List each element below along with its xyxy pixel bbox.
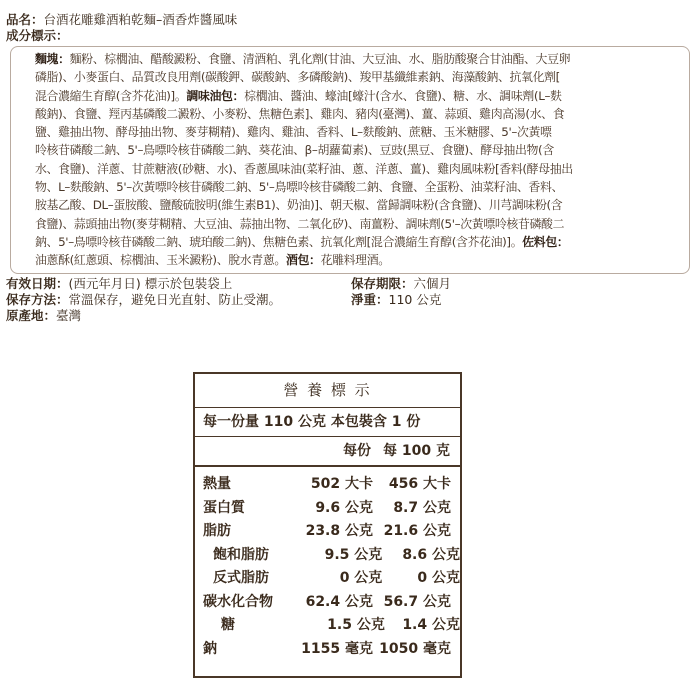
ingredient-text: 棕櫚油、醬油、蠔油[蠔汁(含水、食鹽)、糖、水、調味劑(L–麩 bbox=[244, 88, 562, 103]
ingredients-line bbox=[35, 215, 681, 233]
ingredients-line bbox=[35, 123, 681, 141]
expiry-value: (西元年月日) 標示於包裝袋上 bbox=[68, 275, 233, 291]
nutrition-row bbox=[195, 544, 460, 568]
nutrition-title: 營 養 標 示 bbox=[195, 374, 460, 408]
ingredient-text: 油蔥酥(紅蔥頭、棕櫚油、玉米澱粉)、脫水青蔥。 bbox=[35, 253, 286, 268]
product-label bbox=[6, 12, 690, 324]
nutrient-per-serving: 1155 毫克 bbox=[301, 640, 373, 657]
ingredients-line bbox=[35, 68, 681, 86]
nutrition-row bbox=[195, 473, 460, 497]
storage-weight-line bbox=[6, 292, 690, 308]
net-weight-label: 淨重： bbox=[351, 291, 389, 307]
nutrient-per-100g: 8.6 公克 bbox=[402, 546, 460, 563]
ingredient-text: 水、食鹽)、洋蔥、甘蔗糖液(砂糖、水)、香蔥風味油(菜籽油、蔥、洋蔥、薑)、雞肉風味粉[香料(酵母抽出 bbox=[35, 161, 573, 176]
nutrition-row bbox=[195, 567, 460, 591]
nutrient-name: 飽和脂肪 bbox=[213, 546, 269, 563]
ingredients-box bbox=[10, 46, 690, 274]
nutrient-per-100g: 0 公克 bbox=[417, 570, 460, 586]
net-weight-value: 110 公克 bbox=[388, 291, 442, 307]
ingredient-text: 酸鈉)、食鹽、羥丙基磷酸二澱粉、小麥粉、焦糖色素]、雞肉、豬肉(臺灣)、薑、蒜頭、雞肉高湯(水、食 bbox=[35, 106, 565, 121]
nutrient-name: 熱量 bbox=[203, 476, 231, 492]
nutrient-name: 反式脂肪 bbox=[213, 570, 269, 586]
expiry-label: 有效日期： bbox=[6, 275, 69, 291]
ingredient-text: 食鹽)、蒜頭抽出物(麥芽糊精、大豆油、蒜抽出物、二氧化矽)、南薑粉、調味劑(5'–次黃嘌呤核苷磷酸二 bbox=[35, 216, 565, 231]
ingredient-section-label: 酒包： bbox=[285, 253, 321, 268]
nutrient-per-100g: 56.7 公克 bbox=[383, 593, 451, 610]
nutrient-per-serving: 9.6 公克 bbox=[315, 499, 373, 516]
col-per-100g: 每 100 克 bbox=[383, 443, 450, 459]
nutrient-per-100g: 1.4 公克 bbox=[402, 617, 460, 633]
ingredients-line bbox=[35, 105, 681, 123]
ingredient-text: 呤核苷磷酸二鈉、5'–鳥嘌呤核苷磷酸二鈉、葵花油、β–胡蘿蔔素)、豆豉(黑豆、食鹽)、酵母抽出物(含 bbox=[35, 143, 554, 158]
ingredients-line bbox=[35, 196, 681, 214]
nutrient-per-serving: 0 公克 bbox=[339, 570, 383, 586]
ingredient-text: 鈉、5'–鳥嘌呤核苷磷酸二鈉、琥珀酸二鈉)、焦糖色素、抗氧化劑[混合濃縮生育醇(含芥花油)]。 bbox=[35, 234, 523, 249]
nutrition-row bbox=[195, 520, 460, 544]
ingredients-line bbox=[35, 50, 681, 68]
ingredients-line bbox=[35, 87, 681, 105]
ingredient-section-label: 調味油包： bbox=[186, 88, 245, 103]
nutrition-row bbox=[195, 614, 460, 638]
nutrient-name: 糖 bbox=[221, 617, 235, 633]
nutrient-name: 碳水化合物 bbox=[203, 593, 273, 610]
storage-value: 常溫保存，避免日光直射、防止受潮。 bbox=[68, 291, 282, 307]
ingredients-line bbox=[35, 178, 681, 196]
ingredient-text: 磷脂)、小麥蛋白、品質改良用劑(碳酸鉀、碳酸鈉、多磷酸鈉)、羧甲基纖維素鈉、海藻酸鈉、抗氧化劑[ bbox=[35, 70, 560, 85]
nutrient-per-serving: 1.5 公克 bbox=[327, 617, 385, 633]
ingredient-section-label: 麵塊： bbox=[35, 52, 70, 66]
origin-label: 原產地： bbox=[6, 307, 57, 323]
origin-line bbox=[6, 308, 690, 324]
nutrient-per-100g: 1050 毫克 bbox=[379, 640, 451, 657]
nutrition-row bbox=[195, 591, 460, 615]
shelf-life-value: 六個月 bbox=[413, 275, 452, 291]
storage-label: 保存方法： bbox=[6, 291, 69, 307]
nutrient-per-100g: 21.6 公克 bbox=[383, 523, 451, 539]
nutrient-per-serving: 502 大卡 bbox=[310, 476, 373, 492]
ingredients-line bbox=[35, 233, 681, 251]
product-name-value: 台酒花雕雞酒粕乾麵–酒香炸醬風味 bbox=[43, 12, 238, 27]
ingredient-text: 物、L–麩酸鈉、5'–次黃嘌呤核苷磷酸二鈉、5'–鳥嘌呤核苷磷酸二鈉、食鹽、全蛋粉、油菜籽油、香料、 bbox=[35, 180, 564, 195]
col-per-serving: 每份 bbox=[343, 443, 372, 459]
nutrient-name: 鈉 bbox=[203, 640, 217, 657]
product-name-line bbox=[6, 12, 690, 28]
nutrition-rows bbox=[195, 467, 460, 661]
nutrient-name: 脂肪 bbox=[203, 523, 231, 539]
ingredient-text: 胺基乙酸、DL–蛋胺酸、鹽酸硫胺明(維生素B1)、奶油)]、朝天椒、當歸調味粉(含食鹽)、川芎調味粉(含 bbox=[35, 198, 563, 213]
nutrition-row bbox=[195, 497, 460, 521]
nutrition-column-headers bbox=[195, 437, 460, 467]
origin-value: 臺灣 bbox=[56, 307, 82, 323]
ingredients-line bbox=[35, 251, 681, 269]
ingredient-text: 花雕料理酒。 bbox=[320, 253, 390, 268]
product-name-label: 品名： bbox=[6, 12, 44, 27]
nutrient-per-100g: 8.7 公克 bbox=[393, 499, 451, 516]
ingredient-section-label: 佐料包： bbox=[522, 234, 569, 249]
nutrient-per-serving: 9.5 公克 bbox=[324, 546, 383, 563]
nutrition-row bbox=[195, 638, 460, 662]
ingredients-line bbox=[35, 141, 681, 159]
nutrient-per-serving: 62.4 公克 bbox=[305, 593, 373, 610]
serving-info: 每一份量 110 公克 本包裝含 1 份 bbox=[195, 408, 460, 437]
nutrient-per-100g: 456 大卡 bbox=[388, 476, 451, 492]
ingredients-heading: 成分標示： bbox=[6, 28, 69, 43]
ingredient-text: 麵粉、棕櫚油、醋酸澱粉、食鹽、清酒粕、乳化劑(甘油、大豆油、水、脂肪酸聚合甘油酯、大豆卵 bbox=[69, 52, 571, 66]
ingredients-line bbox=[35, 160, 681, 178]
ingredient-text: 混合濃縮生育醇(含芥花油)]。 bbox=[35, 88, 187, 103]
nutrition-facts-table bbox=[193, 372, 462, 678]
expiry-shelf-line bbox=[6, 276, 690, 292]
nutrient-per-serving: 23.8 公克 bbox=[305, 523, 373, 539]
nutrient-name: 蛋白質 bbox=[203, 499, 245, 516]
shelf-life-label: 保存期限： bbox=[351, 275, 414, 291]
ingredient-text: 鹽、雞抽出物、酵母抽出物、麥芽糊精)、雞肉、雞油、香料、L–麩酸鈉、蔗糖、玉米糖膠、5'–次黃嘌 bbox=[35, 125, 552, 140]
